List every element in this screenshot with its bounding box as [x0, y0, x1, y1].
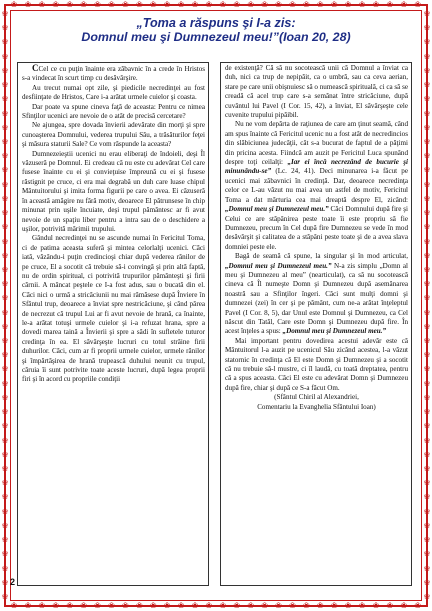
flower-ornament-icon: ❀ — [108, 0, 115, 9]
flower-ornament-icon: ❀ — [94, 601, 101, 610]
paragraph-text: Nu ne vom depărta de raţiunea de care am ţinut seamă, când am spus înainte că Fericitul ucenic nu a fost atât de necredincios din slăbiciunea judecăţii, cât s-a bucurat de faptul de a păţimi din pricina acesta. Fiindcă am auzit pe Fericitul Luca spunând despre toţi ceilalţi: — [225, 120, 408, 167]
flower-ornament-icon: ❀ — [289, 0, 296, 9]
flower-ornament-icon: ❀ — [122, 0, 129, 9]
flower-ornament-icon: ❀ — [423, 577, 431, 587]
paragraph — [22, 64, 205, 84]
paragraph: Ne ajungea, spre dovada învierii adevărate din morţi şi spre cunoaşterea Domnului, vederea trupului Său, a trăsăturilor feţei şi măsura staturii Sale? Ce vom răspunde la aceasta? — [22, 121, 205, 149]
flower-ornament-icon: ❀ — [10, 0, 18, 9]
flower-ornament-icon: ❀ — [423, 80, 431, 90]
flower-ornament-icon: ❀ — [330, 601, 338, 610]
flower-ornament-icon: ❀ — [423, 108, 431, 118]
flower-ornament-icon: ❀ — [233, 0, 241, 9]
flower-ornament-icon: ❀ — [1, 492, 9, 502]
flower-ornament-icon: ❀ — [38, 0, 46, 9]
flower-ornament-icon: ❀ — [423, 478, 431, 488]
right-column — [225, 64, 408, 412]
flower-ornament-icon: ❀ — [1, 208, 9, 218]
flower-ornament-icon: ❀ — [177, 601, 185, 610]
flower-ornament-icon: ❀ — [1, 364, 9, 374]
paragraph: Au trecut numai opt zile, şi piedicile necredinţei au fost desfiinţate de Hristos, Care i-a arătat urmele cuielor şi coasta. — [22, 83, 205, 102]
flower-ornament-icon: ❀ — [400, 0, 408, 9]
ornament-left — [0, 10, 10, 601]
flower-ornament-icon: ❀ — [52, 601, 60, 610]
flower-ornament-icon: ❀ — [1, 151, 9, 161]
flower-ornament-icon: ❀ — [1, 421, 9, 431]
flower-ornament-icon: ❀ — [423, 464, 431, 473]
flower-ornament-icon: ❀ — [52, 0, 60, 9]
flower-ornament-icon: ❀ — [423, 336, 431, 346]
flower-ornament-icon: ❀ — [1, 321, 9, 331]
flower-ornament-icon: ❀ — [289, 601, 296, 610]
flower-ornament-icon: ❀ — [358, 601, 366, 610]
flower-ornament-icon: ❀ — [24, 0, 32, 9]
flower-ornament-icon: ❀ — [423, 208, 431, 218]
flower-ornament-icon: ❀ — [1, 250, 9, 260]
paragraph: Dumnezeieştii ucenici nu erau eliberaţi de îndoieli, deşi Îl văzuseră pe Domnul. Ei credeau că nu este cu adevărat Cel care fusese înainte cu ei şi convieţuise împreună cu ei şi fusese răstignit pe cruce, ci era mai degrabă un duh care luase chipul Mântuitorului şi imita forma figurii pe care o avea. Ei căzuseră în aceastǎ amăgire nu fără motiv, deoarece El pătrunsese în chip minunat prin uşile încuiate, deşi trupul pământesc ar fi avut nevoie de un spaţiu liber pentru a intra sau de o deschidere a uşilor, potrivită mărimii trupului. — [22, 149, 205, 233]
flower-ornament-icon: ❀ — [219, 0, 227, 9]
flower-ornament-icon: ❀ — [261, 0, 268, 9]
flower-ornament-icon: ❀ — [372, 0, 380, 9]
paragraph: Gândul necredinţei nu se ascunde numai în Fericitul Toma, ci de patima aceasta suferă şi mintea celorlalţi ucenici. Căci iată, văzându-i puţin credincioşi chiar după vederea rănilor de pe cruce, El a socotit că trebuie să-i convingă şi prin altă faptă, nu de ordin spiritual, ci potrivită trupurilor pământeşti şi firii cărnii. A mâncat peştele ce I-a fost adus, sau o bucată din el. Căci nici o urmă a stricăciunii nu mai rămăsese după Înviere în Sfântul trup, deoarece a înviat spre nestricăciune, şi când pârea de necrezut că trupul Lui ar fi avut nevoie de hrană, ca înainte, le-a arătat totuşi urmele cuielor şi i-a refuzat hrana, spre a dovedi marea taină a Învierii şi spre a sădi în sufletele tuturor credinţa în ea. El săvârşeşte lucruri cu totul străine firii duhurilor. Căci, cum ar fi proprii urmele cuielor, urmele rănilor şi împărtăşirea de hrană trupească duhului neunit cu trupul, căruia îi sunt potrivite toate aceste lucruri, după legea proprii firi şi în acord cu propriile condiţii — [22, 234, 205, 384]
flower-ornament-icon: ❀ — [80, 601, 87, 610]
flower-ornament-icon: ❀ — [423, 350, 431, 360]
flower-ornament-icon: ❀ — [219, 601, 227, 610]
paragraph-text: (Lc. 24, 41). Deci minunarea i-a făcut pe ucenici mai zăbavnici în credinţă. Dar, deoarece necredinţa celor ce L-au văzut nu mai avea un astfel de motiv, Fericitul Toma a dat mărturia cea mai dreaptă despre El, zicând: — [225, 167, 408, 204]
flower-ornament-icon: ❀ — [149, 0, 157, 9]
flower-ornament-icon: ❀ — [423, 435, 431, 445]
flower-ornament-icon: ❀ — [1, 23, 9, 33]
flower-ornament-icon: ❀ — [400, 601, 408, 610]
flower-ornament-icon: ❀ — [205, 0, 213, 9]
flower-ornament-icon: ❀ — [233, 601, 241, 610]
flower-ornament-icon: ❀ — [316, 0, 324, 9]
flower-ornament-icon: ❀ — [423, 193, 431, 203]
drop-cap: C — [32, 63, 39, 73]
flower-ornament-icon: ❀ — [1, 591, 9, 601]
flower-ornament-icon: ❀ — [247, 601, 255, 610]
paragraph-text: Cel ce cu puţin înainte era zăbavnic în a crede în Hristos s-a vindecat în scurt timp cu desăvârşire. — [22, 65, 205, 83]
flower-ornament-icon: ❀ — [191, 0, 199, 9]
flower-ornament-icon: ❀ — [303, 601, 310, 610]
source-line-1: (Sfântul Chiril al Alexandriei, — [274, 393, 359, 402]
flower-ornament-icon: ❀ — [358, 0, 366, 9]
flower-ornament-icon: ❀ — [423, 279, 431, 289]
flower-ornament-icon: ❀ — [1, 222, 9, 232]
source-line-2: Comentariu la Evanghelia Sfântului Ioan) — [257, 402, 376, 411]
flower-ornament-icon: ❀ — [423, 449, 431, 459]
paragraph — [225, 252, 408, 337]
flower-ornament-icon: ❀ — [1, 307, 9, 317]
page-title — [14, 16, 418, 44]
flower-ornament-icon: ❀ — [66, 601, 74, 610]
quote: „Iar ei încă necrezând de bucurie şi minunându-se” — [225, 158, 408, 176]
flower-ornament-icon: ❀ — [423, 151, 431, 161]
flower-ornament-icon: ❀ — [1, 378, 9, 388]
paragraph-text: N-a zis simplu „Domn al meu şi Dumnezeu al meu” (nearticulat), ca să nu socotească cineva că Îl numeşte Domn şi Dumnezeu după asemănarea noastră sau a Sfinţilor îngeri. Căci sunt mulţi domni şi dumnezei (zei) în cer şi pe pământ, cum ne-a arătat înţeleptul Pavel (I Cor. 8, 5), dar Unul este Domnul şi Dumnezeu, ca Cel născut din Tatăl, Care este Domn şi Dumnezeu după fire. În acest înţeles a spus: — [225, 261, 408, 336]
flower-ornament-icon: ❀ — [275, 601, 282, 610]
flower-ornament-icon: ❀ — [1, 577, 9, 587]
flower-ornament-icon: ❀ — [414, 0, 422, 9]
flower-ornament-icon: ❀ — [423, 307, 431, 317]
ornament-top — [10, 0, 422, 10]
flower-ornament-icon: ❀ — [1, 464, 9, 473]
flower-ornament-icon: ❀ — [1, 136, 9, 146]
flower-ornament-icon: ❀ — [423, 321, 431, 331]
flower-ornament-icon: ❀ — [423, 9, 431, 18]
flower-ornament-icon: ❀ — [1, 80, 9, 90]
flower-ornament-icon: ❀ — [1, 563, 9, 573]
flower-ornament-icon: ❀ — [372, 601, 380, 610]
flower-ornament-icon: ❀ — [1, 122, 9, 132]
flower-ornament-icon: ❀ — [1, 179, 9, 189]
flower-ornament-icon: ❀ — [94, 0, 101, 9]
flower-ornament-icon: ❀ — [38, 601, 46, 610]
flower-ornament-icon: ❀ — [423, 23, 431, 33]
paragraph-text: Bagă de seamă că spune, la singular şi în mod articulat, — [235, 252, 408, 261]
flower-ornament-icon: ❀ — [149, 601, 157, 610]
flower-ornament-icon: ❀ — [1, 264, 9, 274]
flower-ornament-icon: ❀ — [191, 601, 199, 610]
flower-ornament-icon: ❀ — [423, 520, 431, 530]
paragraph: de existenţă? Că să nu socotească unii că Domnul a înviat ca duh, nici ca trup de nepipăit, ca o umbră, sau ca ceva aerian, stare pe care unii obişnuiesc să o numească spirituală, ci ca să se creadă că acel trup care s-a semănat între stricăciune, după cuvântul lui Pavel (I Cor. 15, 42), a înviat, El săvârşeşte cele cuvenite trupului pipăibil. — [225, 64, 408, 120]
flower-ornament-icon: ❀ — [414, 601, 422, 610]
flower-ornament-icon: ❀ — [66, 0, 74, 9]
flower-ornament-icon: ❀ — [1, 193, 9, 203]
flower-ornament-icon: ❀ — [423, 293, 431, 303]
quote: „Domnul meu şi Dumnezeul meu.” — [225, 205, 329, 214]
flower-ornament-icon: ❀ — [177, 0, 185, 9]
flower-ornament-icon: ❀ — [247, 0, 255, 9]
flower-ornament-icon: ❀ — [163, 0, 171, 9]
ornament-right — [422, 10, 432, 601]
flower-ornament-icon: ❀ — [423, 364, 431, 374]
flower-ornament-icon: ❀ — [423, 392, 431, 402]
flower-ornament-icon: ❀ — [423, 94, 431, 104]
flower-ornament-icon: ❀ — [423, 563, 431, 573]
flower-ornament-icon: ❀ — [344, 0, 352, 9]
flower-ornament-icon: ❀ — [423, 549, 431, 559]
paragraph — [225, 120, 408, 252]
flower-ornament-icon: ❀ — [423, 407, 431, 417]
flower-ornament-icon: ❀ — [1, 535, 9, 545]
flower-ornament-icon: ❀ — [1, 435, 9, 445]
flower-ornament-icon: ❀ — [163, 601, 171, 610]
flower-ornament-icon: ❀ — [423, 37, 431, 47]
flower-ornament-icon: ❀ — [1, 51, 9, 61]
flower-ornament-icon: ❀ — [303, 0, 310, 9]
flower-ornament-icon: ❀ — [423, 51, 431, 61]
flower-ornament-icon: ❀ — [386, 601, 394, 610]
flower-ornament-icon: ❀ — [423, 492, 431, 502]
flower-ornament-icon: ❀ — [1, 65, 9, 75]
title-line-1: „Toma a răspuns şi I-a zis: — [136, 16, 296, 30]
flower-ornament-icon: ❀ — [423, 65, 431, 75]
flower-ornament-icon: ❀ — [1, 478, 9, 488]
flower-ornament-icon: ❀ — [423, 378, 431, 388]
flower-ornament-icon: ❀ — [423, 591, 431, 601]
flower-ornament-icon: ❀ — [1, 449, 9, 459]
page-number: 2 — [10, 577, 16, 587]
ornament-bottom — [10, 601, 422, 611]
flower-ornament-icon: ❀ — [330, 0, 338, 9]
flower-ornament-icon: ❀ — [423, 122, 431, 132]
paragraph-text: Căci Domnului după fire şi Celui ce are stăpânirea peste toate îi este propriu să fie Dumnezeu, precum în Cel după fire Dumnezeu se vede în mod desăvârşit şi calitatea de a stăpâni peste toate şi de a avea slava domniei peste ele. — [225, 205, 408, 251]
flower-ornament-icon: ❀ — [1, 407, 9, 417]
flower-ornament-icon: ❀ — [1, 549, 9, 559]
flower-ornament-icon: ❀ — [80, 0, 87, 9]
title-line-2: Domnul meu şi Dumnezeul meu!”(Ioan 20, 28) — [81, 30, 351, 44]
quote: „Domnul meu şi Dumnezeul meu.” — [225, 261, 332, 270]
flower-ornament-icon: ❀ — [108, 601, 115, 610]
left-column — [22, 64, 205, 385]
flower-ornament-icon: ❀ — [1, 94, 9, 104]
flower-ornament-icon: ❀ — [1, 293, 9, 303]
flower-ornament-icon: ❀ — [122, 601, 129, 610]
flower-ornament-icon: ❀ — [423, 421, 431, 431]
flower-ornament-icon: ❀ — [275, 0, 282, 9]
flower-ornament-icon: ❀ — [1, 236, 9, 246]
flower-ornament-icon: ❀ — [423, 236, 431, 246]
flower-ornament-icon: ❀ — [135, 601, 143, 610]
flower-ornament-icon: ❀ — [1, 392, 9, 402]
flower-ornament-icon: ❀ — [1, 9, 9, 18]
flower-ornament-icon: ❀ — [205, 601, 213, 610]
paragraph: Dar poate va spune cineva faţă de aceasta: Pentru ce nimea Sfinţilor ucenici are nevoie de o atât de precisă cercetare? — [22, 102, 205, 121]
flower-ornament-icon: ❀ — [423, 250, 431, 260]
quote: „Domnul meu şi Dumnezeul meu.” — [282, 327, 387, 336]
flower-ornament-icon: ❀ — [1, 279, 9, 289]
flower-ornament-icon: ❀ — [423, 264, 431, 274]
flower-ornament-icon: ❀ — [423, 136, 431, 146]
flower-ornament-icon: ❀ — [423, 179, 431, 189]
paragraph: Mai important pentru dovedirea acestui adevăr este că Mântuitorul l-a auzit pe ucenicul Său zicând acestea, l-a văzut statornic în credinţa că El este Domn şi Dumnezeu şi a socotit că nu trebuie să-l mustre, ci îl laudă, cu toată dreptatea, pentru că a spus aceasta. Căci El este cu adevărat Domn şi Dumnezeu după fire, chiar şi după ce S-a făcut Om. — [225, 336, 408, 392]
flower-ornament-icon: ❀ — [423, 222, 431, 232]
flower-ornament-icon: ❀ — [1, 336, 9, 346]
flower-ornament-icon: ❀ — [1, 37, 9, 47]
flower-ornament-icon: ❀ — [261, 601, 268, 610]
flower-ornament-icon: ❀ — [316, 601, 324, 610]
flower-ornament-icon: ❀ — [1, 108, 9, 118]
flower-ornament-icon: ❀ — [423, 165, 431, 175]
flower-ornament-icon: ❀ — [135, 0, 143, 9]
flower-ornament-icon: ❀ — [344, 601, 352, 610]
flower-ornament-icon: ❀ — [24, 601, 32, 610]
flower-ornament-icon: ❀ — [1, 350, 9, 360]
flower-ornament-icon: ❀ — [386, 0, 394, 9]
flower-ornament-icon: ❀ — [423, 506, 431, 516]
flower-ornament-icon: ❀ — [1, 520, 9, 530]
flower-ornament-icon: ❀ — [10, 601, 18, 610]
flower-ornament-icon: ❀ — [1, 165, 9, 175]
flower-ornament-icon: ❀ — [423, 535, 431, 545]
flower-ornament-icon: ❀ — [1, 506, 9, 516]
